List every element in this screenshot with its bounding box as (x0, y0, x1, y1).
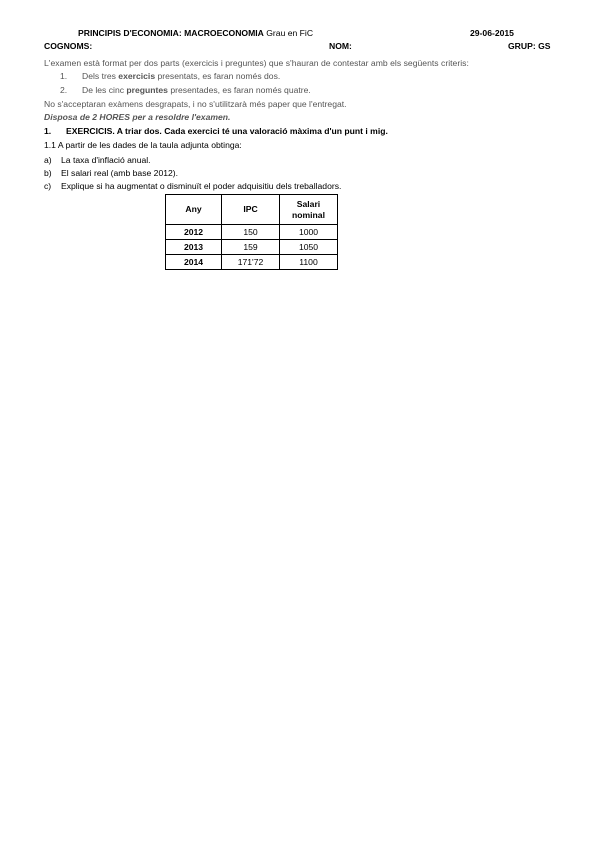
criterion-text-post: presentats, es faran només dos. (155, 71, 281, 81)
criterion-text-pre: De les cinc (82, 85, 127, 95)
cell-year: 2014 (166, 255, 222, 270)
table-row (166, 255, 338, 270)
table-header-row (166, 195, 338, 225)
item-text: El salari real (amb base 2012). (61, 168, 179, 178)
column-header-year: Any (166, 195, 222, 225)
exercise-item-b (44, 168, 178, 179)
header-text: Salari nominal (292, 198, 325, 220)
time-note: Disposa de 2 HORES per a resoldre l'examen. (44, 112, 231, 122)
criterion-1 (60, 71, 280, 82)
cell-year: 2012 (166, 225, 222, 240)
criterion-number: 2. (60, 85, 68, 95)
exam-date: 29-06-2015 (470, 28, 514, 38)
item-letter: b) (44, 168, 52, 178)
table-row (166, 225, 338, 240)
section-number: 1. (44, 126, 52, 136)
exercise-item-a (44, 155, 151, 166)
item-letter: a) (44, 155, 52, 165)
cell-year: 2013 (166, 240, 222, 255)
criterion-text-post: presentades, es faran només quatre. (167, 85, 311, 95)
cell-nominal-wage: 1050 (280, 240, 338, 255)
item-text: Explique si ha augmentat o disminuït el poder adquisitiu dels treballadors. (61, 181, 342, 191)
no-stapled-note: No s'acceptaran exàmens desgrapats, i no s'utilitzarà més paper que l'entregat. (44, 99, 347, 109)
name-label: NOM: (329, 41, 352, 51)
criterion-text-pre: Dels tres (82, 71, 119, 81)
surnames-label: COGNOMS: (44, 41, 93, 51)
exercise-item-c (44, 181, 341, 192)
cell-cpi: 171'72 (222, 255, 280, 270)
group-label: GRUP: GS (508, 41, 551, 51)
criterion-2 (60, 85, 311, 96)
column-header-cpi: IPC (222, 195, 280, 225)
cell-nominal-wage: 1000 (280, 225, 338, 240)
table-row (166, 240, 338, 255)
course-title (78, 28, 313, 39)
section-title: EXERCICIS. A triar dos. Cada exercici té una valoració màxima d'un punt i mig. (66, 126, 388, 136)
course-title-degree: Grau en FiC (263, 28, 314, 38)
column-header-nominal-wage (280, 195, 338, 225)
criterion-number: 1. (60, 71, 68, 81)
course-title-bold: PRINCIPIS D'ECONOMIA: MACROECONOMIA (78, 28, 264, 38)
exercise-prompt: 1.1 A partir de les dades de la taula adjunta obtinga: (44, 140, 242, 150)
data-table (165, 194, 338, 270)
cell-cpi: 150 (222, 225, 280, 240)
criterion-text-bold: exercicis (118, 71, 156, 81)
criterion-text-bold: preguntes (126, 85, 168, 95)
item-text: La taxa d'inflació anual. (61, 155, 151, 165)
item-letter: c) (44, 181, 52, 191)
instructions-intro: L'examen està format per dos parts (exercicis i preguntes) que s'hauran de contestar amb els següents criteris: (44, 58, 469, 68)
section-heading (44, 126, 388, 137)
cell-cpi: 159 (222, 240, 280, 255)
cell-nominal-wage: 1100 (280, 255, 338, 270)
